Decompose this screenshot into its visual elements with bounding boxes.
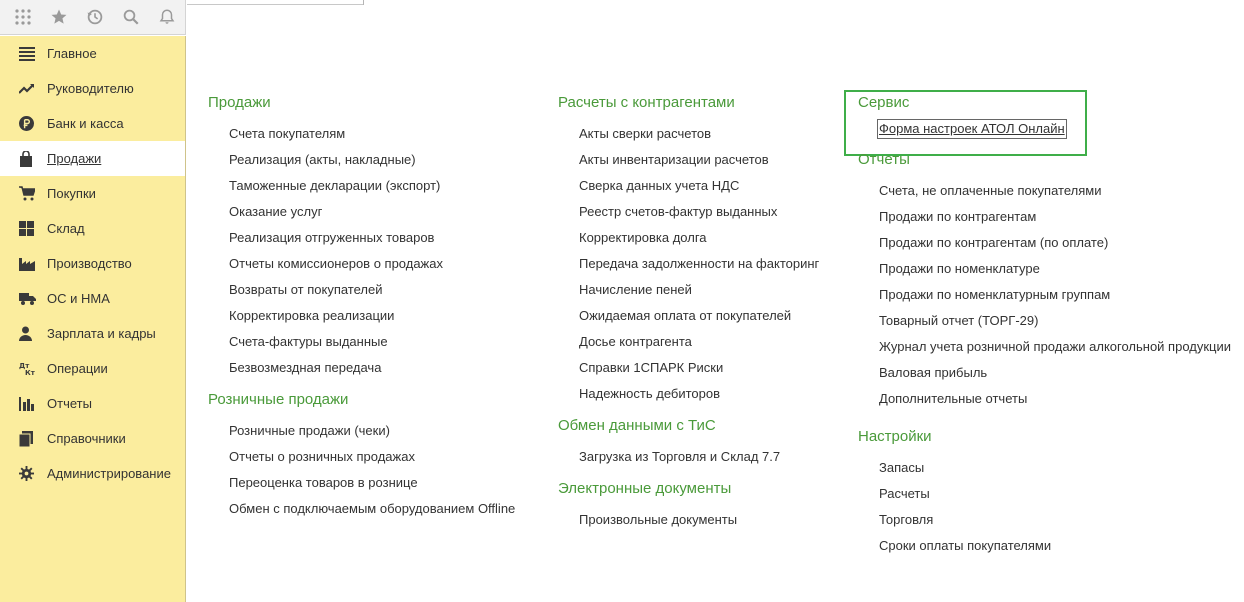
section-title-sales: Продажи	[208, 94, 271, 111]
svg-text:Кт: Кт	[25, 369, 35, 376]
link-retail-revaluation[interactable]: Переоценка товаров в рознице	[229, 475, 418, 490]
link-atol-online-settings[interactable]: Форма настроек АТОЛ Онлайн	[879, 121, 1065, 136]
section-title-edocs: Электронные документы	[558, 480, 732, 497]
link-penalties[interactable]: Начисление пеней	[579, 282, 692, 297]
section-title-service: Сервис	[858, 94, 910, 111]
person-icon	[0, 326, 47, 341]
link-load-from-tis[interactable]: Загрузка из Торговля и Склад 7.7	[579, 449, 781, 464]
column-1	[208, 90, 515, 522]
sidebar-item-label: Продажи	[47, 151, 102, 166]
sidebar-item-purchases[interactable]	[0, 176, 185, 211]
sidebar-item-label: Руководителю	[47, 81, 134, 96]
debit-credit-icon	[0, 361, 47, 376]
sidebar-item-label: ОС и НМА	[47, 291, 110, 306]
link-offline-exchange[interactable]: Обмен с подключаемым оборудованием Offline	[229, 501, 516, 516]
apps-grid-icon[interactable]	[5, 2, 41, 32]
sidebar-item-label: Склад	[47, 221, 85, 236]
truck-icon	[0, 292, 47, 305]
link-sales-by-counterparty[interactable]: Продажи по контрагентам	[879, 209, 1037, 224]
link-debtor-reliability[interactable]: Надежность дебиторов	[579, 386, 721, 401]
sidebar-item-label: Зарплата и кадры	[47, 326, 156, 341]
sidebar-item-fixed-assets[interactable]	[0, 281, 185, 316]
link-sales-by-item-group[interactable]: Продажи по номенклатурным группам	[879, 287, 1111, 302]
sidebar-item-production[interactable]	[0, 246, 185, 281]
link-settings-trade[interactable]: Торговля	[879, 512, 934, 527]
gear-icon	[0, 466, 47, 481]
tab-divider	[363, 0, 364, 5]
link-reconciliation-acts[interactable]: Акты сверки расчетов	[579, 126, 712, 141]
section-title-reports: Отчеты	[858, 151, 910, 168]
link-sales-by-counterparty-payment[interactable]: Продажи по контрагентам (по оплате)	[879, 235, 1109, 250]
sidebar-item-warehouse[interactable]	[0, 211, 185, 246]
sidebar-item-label: Покупки	[47, 186, 96, 201]
link-retail-reports[interactable]: Отчеты о розничных продажах	[229, 449, 415, 464]
link-commission-reports[interactable]: Отчеты комиссионеров о продажах	[229, 256, 443, 271]
link-sales-correction[interactable]: Корректировка реализации	[229, 308, 395, 323]
link-counterparty-dossier[interactable]: Досье контрагента	[579, 334, 692, 349]
link-sales-acts[interactable]: Реализация (акты, накладные)	[229, 152, 416, 167]
tab-strip	[187, 0, 1244, 5]
link-gross-profit[interactable]: Валовая прибыль	[879, 365, 988, 380]
link-vat-reconciliation[interactable]: Сверка данных учета НДС	[579, 178, 740, 193]
sidebar-item-label: Главное	[47, 46, 97, 61]
link-retail-sales[interactable]: Розничные продажи (чеки)	[229, 423, 390, 438]
link-free-transfer[interactable]: Безвозмездная передача	[229, 360, 382, 375]
sidebar-item-bank[interactable]	[0, 106, 185, 141]
sidebar-item-manager[interactable]	[0, 71, 185, 106]
column-3	[858, 90, 1231, 559]
section-title-settlements: Расчеты с контрагентами	[558, 94, 735, 111]
link-invoices-to-customers[interactable]: Счета покупателям	[229, 126, 346, 141]
section-title-settings: Настройки	[858, 428, 932, 445]
section-title-retail: Розничные продажи	[208, 391, 349, 408]
warehouse-icon	[0, 221, 47, 236]
link-spark-risks[interactable]: Справки 1СПАРК Риски	[579, 360, 724, 375]
link-expected-payment[interactable]: Ожидаемая оплата от покупателей	[579, 308, 792, 323]
sidebar-item-reports[interactable]	[0, 386, 185, 421]
shopping-bag-icon	[0, 151, 47, 167]
link-customs-declarations[interactable]: Таможенные декларации (экспорт)	[229, 178, 441, 193]
active-tab-edge	[187, 0, 363, 5]
link-issued-invoices[interactable]: Счета-фактуры выданные	[229, 334, 388, 349]
section-title-exchange: Обмен данными с ТиС	[558, 417, 716, 434]
sidebar-item-label: Администрирование	[47, 466, 171, 481]
link-arbitrary-documents[interactable]: Произвольные документы	[579, 512, 738, 527]
cart-icon	[0, 186, 47, 201]
sidebar-item-operations[interactable]	[0, 351, 185, 386]
sidebar-item-label: Банк и касса	[47, 116, 124, 131]
sidebar-item-admin[interactable]	[0, 456, 185, 491]
sidebar	[0, 36, 186, 602]
history-icon[interactable]	[77, 2, 113, 32]
link-services[interactable]: Оказание услуг	[229, 204, 323, 219]
link-settings-settlements[interactable]: Расчеты	[879, 486, 930, 501]
link-unpaid-invoices[interactable]: Счета, не оплаченные покупателями	[879, 183, 1102, 198]
ruble-coin-icon	[0, 116, 47, 131]
link-invoice-registry[interactable]: Реестр счетов-фактур выданных	[579, 204, 778, 219]
bell-icon[interactable]	[149, 2, 185, 32]
link-additional-reports[interactable]: Дополнительные отчеты	[879, 391, 1028, 406]
link-factoring[interactable]: Передача задолженности на факторинг	[579, 256, 820, 271]
link-customer-returns[interactable]: Возвраты от покупателей	[229, 282, 383, 297]
link-settings-stock[interactable]: Запасы	[879, 460, 925, 475]
star-icon[interactable]	[41, 2, 77, 32]
sidebar-item-salary[interactable]	[0, 316, 185, 351]
sidebar-item-main[interactable]	[0, 36, 185, 71]
sidebar-item-label: Операции	[47, 361, 108, 376]
link-shipped-goods[interactable]: Реализация отгруженных товаров	[229, 230, 435, 245]
link-debt-correction[interactable]: Корректировка долга	[579, 230, 707, 245]
link-settings-payment-terms[interactable]: Сроки оплаты покупателями	[879, 538, 1052, 553]
sidebar-item-catalogs[interactable]	[0, 421, 185, 456]
svg-text:Дт: Дт	[19, 362, 30, 370]
link-inventory-acts[interactable]: Акты инвентаризации расчетов	[579, 152, 769, 167]
link-sales-by-item[interactable]: Продажи по номенклатуре	[879, 261, 1040, 276]
factory-icon	[0, 256, 47, 271]
search-icon[interactable]	[113, 2, 149, 32]
sidebar-item-label: Справочники	[47, 431, 126, 446]
column-2	[558, 90, 819, 533]
menu-lines-icon	[0, 47, 47, 61]
link-torg29[interactable]: Товарный отчет (ТОРГ-29)	[879, 313, 1039, 328]
trend-up-icon	[0, 83, 47, 95]
sidebar-item-label: Отчеты	[47, 396, 92, 411]
top-toolbar	[0, 0, 186, 35]
books-icon	[0, 431, 47, 447]
bar-chart-icon	[0, 397, 47, 411]
sidebar-item-label: Производство	[47, 256, 132, 271]
link-alcohol-journal[interactable]: Журнал учета розничной продажи алкогольной продукции	[879, 339, 1232, 354]
sidebar-item-sales[interactable]	[0, 141, 185, 176]
